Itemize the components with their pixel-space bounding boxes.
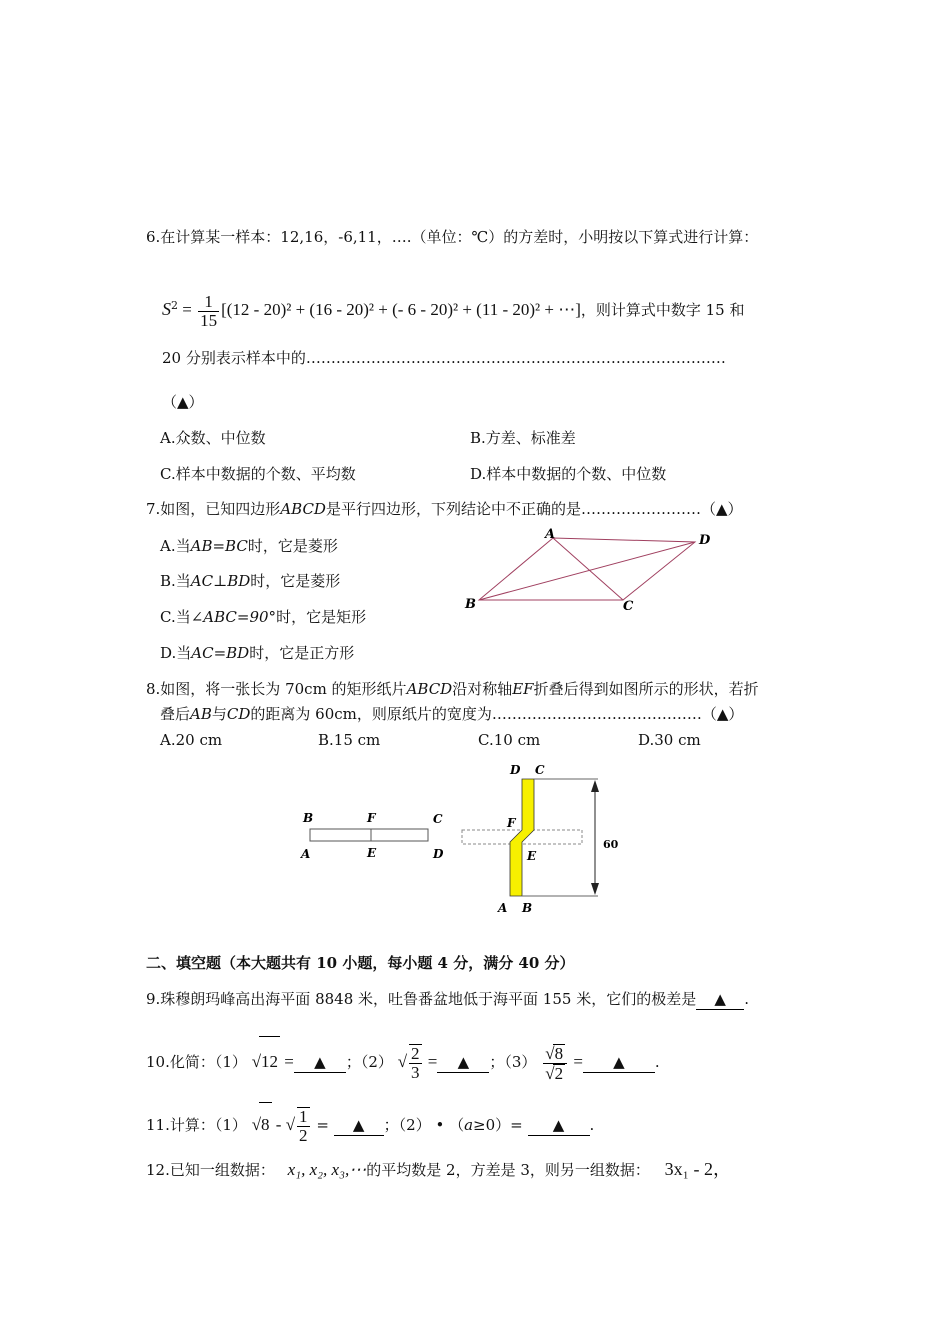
q10-sqrt1-radicand: 12 xyxy=(259,1036,280,1087)
q8-l2-var2: CD xyxy=(226,705,251,723)
q7-a-pre: A.当 xyxy=(160,537,191,555)
q8-option-b[interactable]: B.15 cm xyxy=(318,731,381,749)
q6-line3: 20 分别表示样本中的………………………………………………………………………… xyxy=(162,349,726,367)
q8-option-a[interactable]: A.20 cm xyxy=(160,731,223,749)
formula-s: S xyxy=(162,299,171,319)
q9 xyxy=(146,989,749,1010)
flat-a-label: A xyxy=(301,847,311,861)
q8-stem-line1 xyxy=(146,679,759,699)
formula-eq: = xyxy=(178,300,197,319)
folded-e-label: E xyxy=(527,849,537,863)
q8-flat-strip-figure xyxy=(295,805,455,865)
formula-fraction xyxy=(198,293,219,330)
q8-folded-strip-figure xyxy=(455,760,635,920)
q8-option-c[interactable]: C.10 cm xyxy=(478,731,541,749)
q7-d-var: AC=BD xyxy=(191,644,250,662)
q7-option-c[interactable] xyxy=(160,607,366,627)
q10-answer-blank-1[interactable]: ▲ xyxy=(294,1052,346,1073)
q11-dot: • （ xyxy=(430,1116,465,1134)
q11-eq: = xyxy=(311,1116,334,1134)
formula-body: [(12 - 20)² + (16 - 20)² + (- 6 - 20)² + (11 - 20)² + ⋯] xyxy=(221,300,581,319)
q7-d-post: 时，它是正方形 xyxy=(249,644,355,662)
fraction-numerator: 1 xyxy=(198,293,219,312)
q6-option-d[interactable]: D.样本中数据的个数、中位数 xyxy=(470,465,667,483)
q7-option-b[interactable] xyxy=(160,571,340,591)
q8-l1-post: 折叠后得到如图所示的形状，若折 xyxy=(533,680,759,698)
q7-a-post: 时，它是菱形 xyxy=(247,537,338,555)
q11-mid: ；（2） xyxy=(383,1116,431,1134)
q7-stem-post: 是平行四边形，下列结论中不正确的是……………………（▲） xyxy=(325,500,743,518)
q7-c-var: ∠ABC=90° xyxy=(190,608,277,626)
q11-minus: - xyxy=(271,1115,286,1134)
dimension-label: 60 xyxy=(603,838,619,851)
q6-stem: 6.在计算某一样本：12,16，-6,11，….（单位：℃）的方差时，小明按以下算式进行计算： xyxy=(146,228,759,246)
q9-end: . xyxy=(744,990,749,1008)
q11-answer-blank-2[interactable]: ▲ xyxy=(528,1115,590,1136)
q7-c-pre: C.当 xyxy=(160,608,191,626)
diagonal-ac xyxy=(553,538,623,600)
q7-b-post: 时，它是菱形 xyxy=(250,572,341,590)
q10-sqrt2: √ $\frac{2}{3}$ xyxy=(397,1044,420,1083)
q7-a-var: AB=BC xyxy=(190,537,248,555)
q10-sqrt2-den: 3 xyxy=(411,1063,420,1083)
q12-post: 的平均数是 2，方差是 3，则另一组数据： xyxy=(366,1161,650,1179)
flat-f-label: F xyxy=(367,811,376,825)
q6-answer-mark: （▲） xyxy=(162,393,204,411)
q7-d-pre: D.当 xyxy=(160,644,192,662)
q8-option-d[interactable]: D.30 cm xyxy=(638,731,701,749)
q8-l2-post: 的距离为 60cm，则原纸片的宽度为……………………………………（▲） xyxy=(250,705,744,723)
q9-text: 9.珠穆朗玛峰高出海平面 8848 米，吐鲁番盆地低于海平面 155 米，它们的极差是 xyxy=(146,990,697,1008)
q6-option-a[interactable]: A.众数、中位数 xyxy=(160,429,266,447)
q7-b-var: AC⊥BD xyxy=(190,572,251,590)
q10-sqrt1: √12 xyxy=(252,1052,280,1071)
q10-sqrt2-num: 2 xyxy=(411,1044,420,1064)
q12-expr: 3x₁ - 2， xyxy=(664,1159,731,1179)
vertex-d-label: D xyxy=(699,533,711,548)
q8-l1-pre: 8.如图，将一张长为 70cm 的矩形纸片 xyxy=(146,680,407,698)
folded-a-label: A xyxy=(498,901,508,915)
q7-c-post: 时，它是矩形 xyxy=(276,608,367,626)
q11-end: . xyxy=(589,1116,595,1134)
folded-yellow-strip xyxy=(510,779,534,896)
q10-answer-blank-3[interactable]: ▲ xyxy=(583,1052,655,1073)
section-title: 二、填空题（本大题共有 10 小题，每小题 4 分，满分 40 分） xyxy=(146,954,575,972)
q6-option-c[interactable]: C.样本中数据的个数、平均数 xyxy=(160,465,356,483)
q10-fraction3: $\frac{√8}{√2}$ xyxy=(543,1044,567,1083)
q8-l1-var2: EF xyxy=(512,680,534,698)
q11-answer-blank-1[interactable]: ▲ xyxy=(334,1115,384,1136)
formula-tail: ，则计算式中数字 15 和 xyxy=(580,301,745,319)
q10-frac3-num: 8 xyxy=(554,1043,564,1063)
parallelogram-outline xyxy=(479,538,695,600)
flat-d-label: D xyxy=(433,847,444,861)
q9-answer-blank[interactable]: ▲ xyxy=(696,989,744,1010)
q10-sep2: ；（2） xyxy=(345,1053,393,1071)
flat-b-label: B xyxy=(303,811,314,825)
folded-b-label: B xyxy=(522,901,533,915)
q11-frac-den: 2 xyxy=(299,1126,308,1146)
vertex-a-label: A xyxy=(545,527,556,542)
q6-option-b[interactable]: B.方差、标准差 xyxy=(470,429,576,447)
diagonal-bd xyxy=(479,542,695,600)
flat-strip-rect xyxy=(310,829,428,841)
q11-sqrt-radicand: 8 xyxy=(259,1102,272,1147)
vertex-b-label: B xyxy=(465,597,476,612)
folded-d-label: D xyxy=(510,763,521,777)
q11-var-a: a xyxy=(464,1116,474,1134)
q12-pre: 12.已知一组数据： xyxy=(146,1161,275,1179)
q11-cond: ≥0）= xyxy=(473,1116,528,1134)
q8-stem-line2 xyxy=(160,704,743,724)
q8-l1-var1: ABCD xyxy=(406,680,453,698)
q12-sequence: x₁, x₂, x₃,⋯ xyxy=(287,1160,367,1179)
q7-option-a[interactable] xyxy=(160,536,338,556)
q8-l2-var1: AB xyxy=(190,705,212,723)
q10-frac3-den: 2 xyxy=(554,1063,564,1083)
vertex-c-label: C xyxy=(623,599,634,614)
folded-f-label: F xyxy=(507,816,516,830)
q7-b-pre: B.当 xyxy=(160,572,191,590)
q10-pre: 10.化简：（1） xyxy=(146,1053,247,1071)
q10-sep3: ；（3） xyxy=(489,1053,537,1071)
q7-parallelogram-figure xyxy=(455,522,725,622)
q7-stem xyxy=(146,499,743,519)
q10-answer-blank-2[interactable]: ▲ xyxy=(437,1052,489,1073)
q10: 10.化简：（1） √12 = ▲ ；（2） √ $\frac{2}{3}$ = ▲ ；（3） $\frac{√8}{√2}$ = ▲ . xyxy=(146,1036,660,1086)
q7-stem-var: ABCD xyxy=(280,500,326,518)
flat-c-label: C xyxy=(433,812,443,826)
flat-e-label: E xyxy=(367,846,377,860)
q8-l2-pre: 叠后 xyxy=(160,705,191,723)
q11-frac-num: 1 xyxy=(299,1107,308,1127)
dimension-arrow-down xyxy=(591,883,599,895)
q10-end: . xyxy=(654,1053,660,1071)
q11: 11.计算：（1） √8 - √ $\frac{1}{2}$ = ▲ ；（2） • （a≥0）= ▲ . xyxy=(146,1102,594,1146)
folded-c-label: C xyxy=(535,763,545,777)
formula-exp: 2 xyxy=(171,299,178,312)
q7-option-d[interactable] xyxy=(160,643,354,663)
q8-l2-mid: 与 xyxy=(211,705,227,723)
q8-l1-mid: 沿对称轴 xyxy=(452,680,513,698)
q11-pre: 11.计算：（1） xyxy=(146,1116,247,1134)
fraction-denominator: 15 xyxy=(200,310,218,330)
q6-formula xyxy=(162,284,745,328)
q7-stem-pre: 7.如图，已知四边形 xyxy=(146,500,281,518)
dimension-arrow-up xyxy=(591,780,599,792)
q12 xyxy=(146,1152,731,1186)
